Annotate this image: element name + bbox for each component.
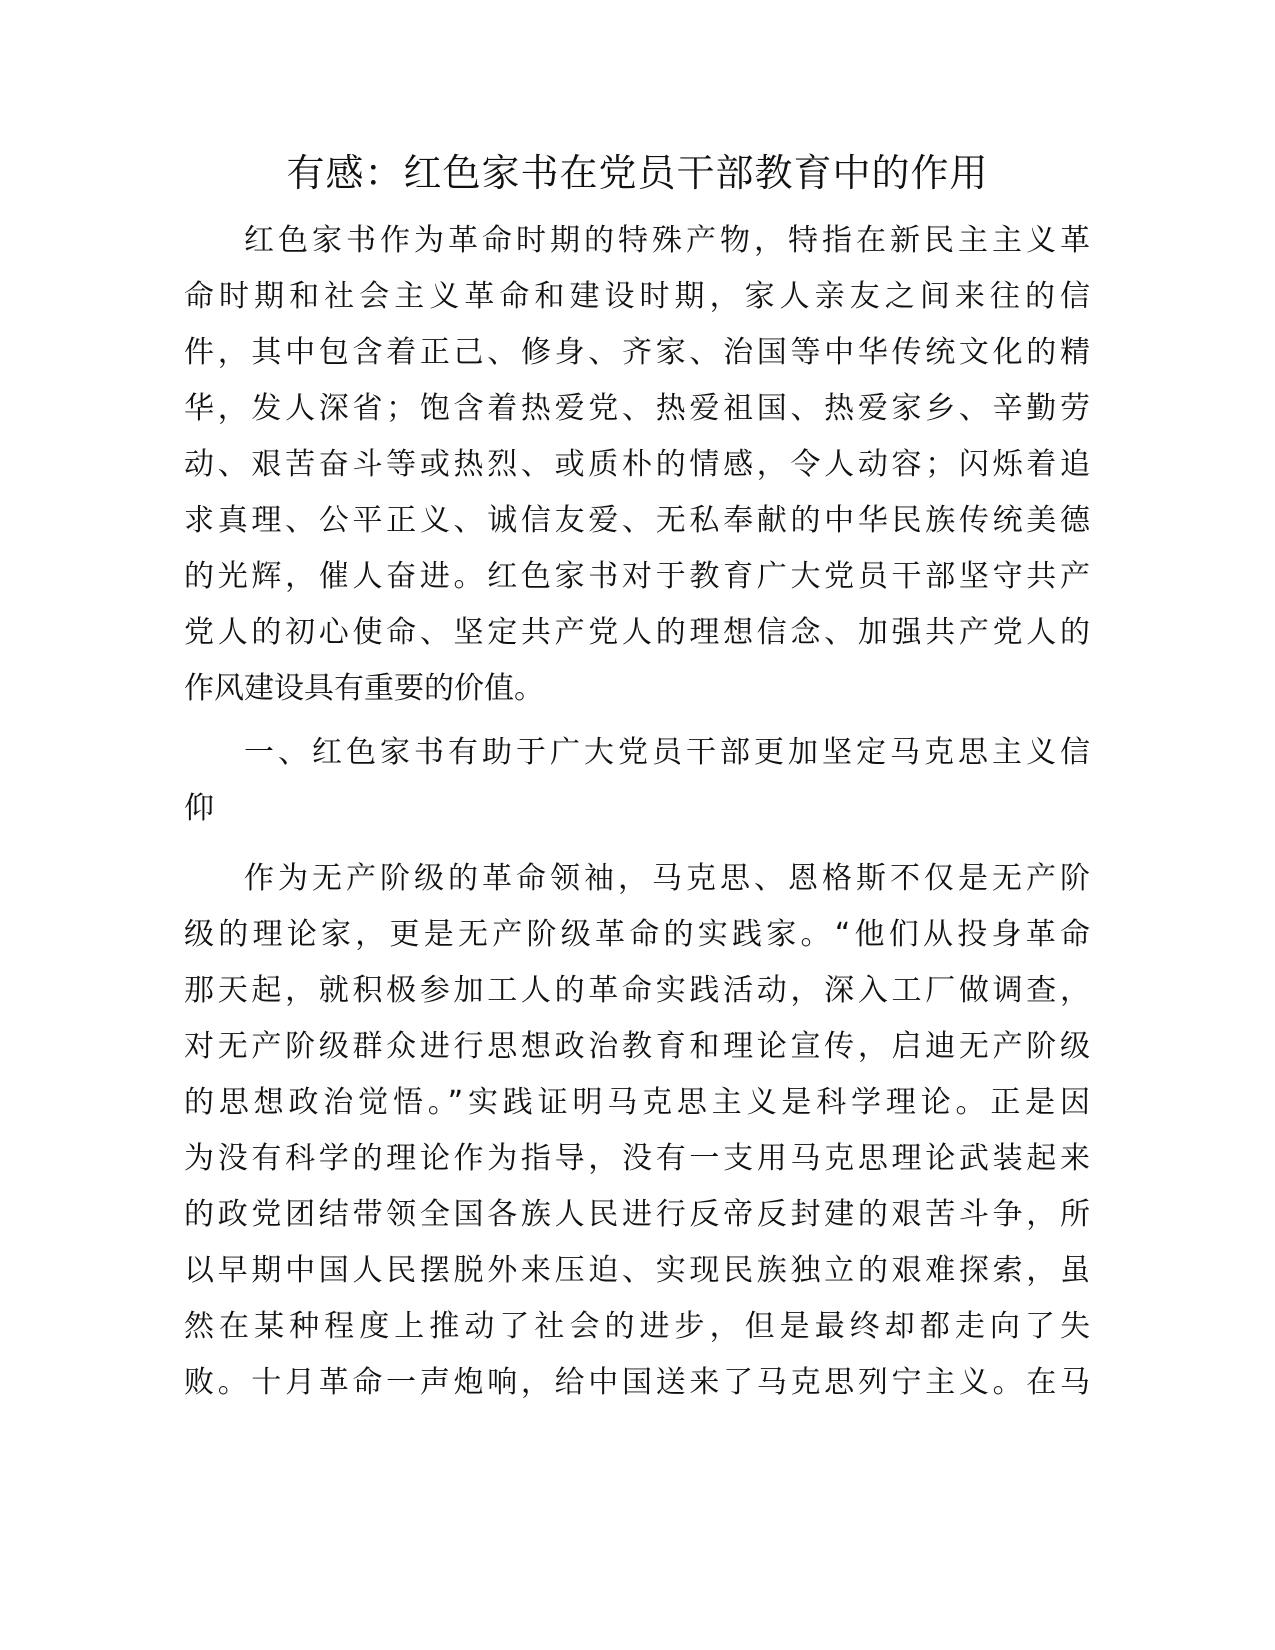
- document-title: 有感：红色家书在党员干部教育中的作用: [286, 151, 989, 195]
- text-line: 一、红色家书有助于广大党员干部更加坚定马克思主义信: [244, 735, 1090, 770]
- text-line: 那天起，就积极参加工人的革命实践活动，深入工厂做调查，: [184, 973, 1090, 1008]
- text-line: 对无产阶级群众进行思想政治教育和理论宣传，启迪无产阶级: [184, 1029, 1090, 1064]
- text-line: 件，其中包含着正己、修身、齐家、治国等中华传统文化的精: [184, 335, 1090, 370]
- paragraph-body: [184, 851, 1090, 1411]
- text-line: 的光辉，催人奋进。红色家书对于教育广大党员干部坚守共产: [184, 559, 1090, 594]
- text-line: 的政党团结带领全国各族人民进行反帝反封建的艰苦斗争，所: [184, 1197, 1090, 1232]
- text-line: 红色家书作为革命时期的特殊产物，特指在新民主主义革: [244, 223, 1090, 258]
- text-line: 求真理、公平正义、诚信友爱、无私奉献的中华民族传统美德: [184, 503, 1090, 538]
- text-line: 作为无产阶级的革命领袖，马克思、恩格斯不仅是无产阶: [244, 861, 1090, 896]
- text-line: 华，发人深省；饱含着热爱党、热爱祖国、热爱家乡、辛勤劳: [184, 391, 1090, 426]
- text-line: 然在某种程度上推动了社会的进步，但是最终却都走向了失: [184, 1309, 1090, 1344]
- text-line: 动、艰苦奋斗等或热烈、或质朴的情感，令人动容；闪烁着追: [184, 447, 1090, 482]
- text-line: 命时期和社会主义革命和建设时期，家人亲友之间来往的信: [184, 279, 1090, 314]
- text-line: 以早期中国人民摆脱外来压迫、实现民族独立的艰难探索，虽: [184, 1253, 1090, 1288]
- section-heading-1: [184, 725, 1090, 837]
- text-line: 为没有科学的理论作为指导，没有一支用马克思理论武装起来: [184, 1141, 1090, 1176]
- text-line: 级的理论家，更是无产阶级革命的实践家。“他们从投身革命: [184, 917, 1090, 952]
- text-line: 党人的初心使命、坚定共产党人的理想信念、加强共产党人的: [184, 615, 1090, 650]
- text-line: 作风建设具有重要的价值。: [184, 671, 544, 706]
- text-line: 的思想政治觉悟。”实践证明马克思主义是科学理论。正是因: [184, 1085, 1090, 1120]
- text-line: 仰: [184, 791, 214, 826]
- paragraph-intro: [184, 213, 1090, 717]
- text-line: 败。十月革命一声炮响，给中国送来了马克思列宁主义。在马: [184, 1365, 1090, 1400]
